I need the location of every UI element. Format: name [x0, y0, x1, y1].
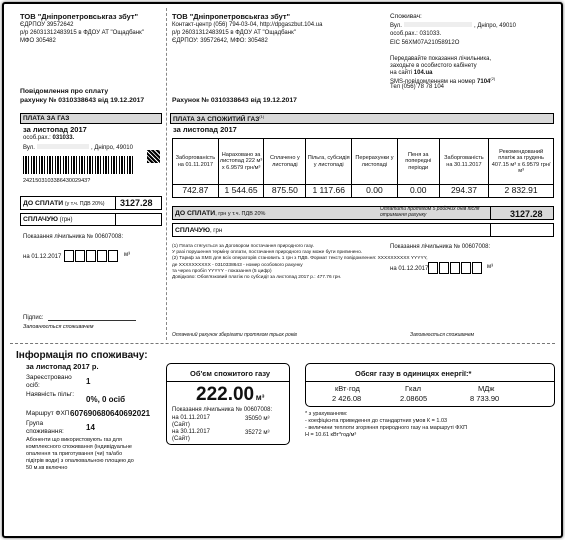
right-meter-digit-boxes[interactable]	[428, 262, 483, 274]
barcode-number: 242150310338643002943?	[23, 178, 91, 184]
header-benefit: Пільга, субсидія у листопаді	[306, 139, 352, 185]
charges-values-row	[173, 185, 554, 198]
value-recalc: 0.00	[352, 185, 398, 198]
volume-amount: 222.00 м³	[196, 384, 265, 405]
energy-note-line: Н = 10.61 кВт*год/м³	[305, 432, 357, 439]
left-address: Вул. , Дніпро, 49010	[23, 145, 133, 151]
info-group-description: Абоненти що використовують газ для комплексного споживання (індивідуальне опалення та приготування (чи) та/або підігрів води) з опалювальною площею до 50 м.кв включно	[26, 437, 134, 471]
left-paid-input[interactable]	[115, 213, 162, 226]
energy-note-line: - величини теплоти згоряння природного газу на маршруті ФХП	[305, 425, 468, 432]
left-meter-unit: м³	[124, 252, 131, 258]
left-meter-date: на 01.12.2017	[23, 254, 62, 260]
info-label-benefits: Наявність пільг:	[26, 391, 75, 398]
header-recalc: Перерахунки у листопаді	[352, 139, 398, 185]
signature-label: Підпис:	[23, 315, 44, 321]
notice-title: Повідомлення про сплату	[20, 88, 109, 95]
energy-title: Обсяг газу в одиницях енергії:*	[355, 369, 472, 378]
info-label-registered: Зареєстровано осіб:	[26, 374, 72, 389]
value-benefit: 1 117.66	[306, 185, 352, 198]
note-line: та через пробіл YYYYY - показання (5 цифр)	[172, 268, 272, 274]
consumer-address: Вул. , Дніпро, 49010	[390, 23, 516, 29]
energy-unit-gcal: Гкал	[405, 384, 422, 393]
right-meter-unit: м³	[487, 264, 494, 270]
value-penalty: 0.00	[397, 185, 439, 198]
cabinet-site-link[interactable]: 104.ua	[413, 70, 433, 76]
barcode-graphic	[23, 156, 133, 174]
tear-line	[166, 8, 167, 340]
left-meter-label: Показання лічильника № 00607008:	[23, 234, 124, 240]
value-debt-start: 742.87	[173, 185, 219, 198]
energy-value-gcal: 2.08605	[400, 394, 428, 403]
left-paid-label: СПЛАЧУЮ (грн)	[23, 216, 73, 223]
volume-meter-value-1: 35050 м³	[245, 416, 270, 422]
right-bank-account: р/р 26031312483915 в ФДОУ АТ "Ощадбанк"	[172, 30, 296, 36]
cabinet-line-1: Передавайте показання лічильника,	[390, 56, 492, 62]
notice-number: 0310338643	[58, 97, 97, 104]
keep-invoice-note: Оплачений рахунок зберігати протягом трьох років	[172, 332, 297, 338]
note-line: Довідково: Обов'язковий платіж по субсидії за листопад 2017 р.: 477.76 грн.	[172, 275, 342, 281]
info-period: за листопад 2017 р.	[26, 362, 99, 371]
left-bank-account: р/р 26031312483915 в ФДОУ АТ "Ощадбанк"	[20, 30, 144, 36]
value-debt-end: 294.37	[439, 185, 489, 198]
qr-code	[147, 150, 160, 163]
volume-meter-date-1: на 01.11.2017 (Сайт)	[172, 415, 210, 429]
invoice-number-line: Рахунок № 0310338643 від 19.12.2017	[172, 97, 297, 104]
header-debt-end: Заборгованість на 30.11.2017	[439, 139, 489, 185]
right-company-name: ТОВ "Дніпропетровськгаз збут"	[172, 12, 291, 21]
header-debt-start: Заборгованість на 01.11.2017	[173, 139, 219, 185]
consumer-eic: ЕІС 56ХМ07А21058912О	[390, 40, 460, 46]
info-label-route: Маршрут ФХП	[26, 410, 70, 417]
info-value-registered: 1	[86, 377, 91, 386]
volume-meter-label: Показання лічильника № 00607008:	[172, 407, 273, 413]
info-value-route: 607690680640692021	[70, 409, 151, 418]
value-charged: 1 544.65	[218, 185, 264, 198]
note-line: У разі порушення терміну оплати, постачання природного газу може бути припинено.	[172, 250, 363, 256]
energy-note-line: - коефіцієнта приведення до стандартних умов К = 1.03	[305, 418, 448, 425]
notice-number-line: рахунку № 0310338643 від 19.12.2017	[20, 97, 145, 104]
invoice-number: 0310338643	[210, 97, 249, 104]
header-charged: Нараховано за листопад 222 м³ x 6.9579 грн/м³	[218, 139, 264, 185]
contact-center: Контакт-центр (056) 794-03-04, http://dpgaszbut.104.ua	[172, 22, 323, 28]
header-penalty: Пеня за попередні періоди	[397, 139, 439, 185]
consumer-phone: Тел (056) 78 78 104	[390, 84, 444, 90]
cabinet-line-3: на сайті 104.ua	[390, 70, 433, 76]
signature-line[interactable]	[48, 320, 136, 321]
right-due-label: ДО СПЛАТИ, грн у т.ч. ПДВ 20%	[175, 210, 266, 217]
right-section-title: ПЛАТА ЗА СПОЖИТИЙ ГАЗ$^{(1)}$	[173, 114, 265, 124]
right-edrpou-mfo: ЄДРПОУ: 39572642, МФО: 305482	[172, 38, 268, 44]
sms-line: SMS-повідомленням на номер 7104$^{(2)}$	[390, 76, 496, 85]
consumer-personal-account: особ.рах.: 031033.	[390, 31, 442, 37]
consumer-label: Споживач:	[390, 13, 422, 20]
header-paid: Сплачено у листопаді	[264, 139, 306, 185]
value-paid: 875.50	[264, 185, 306, 198]
info-title: Інформація по споживачу:	[16, 350, 148, 361]
left-fill-note: Заповнюється споживачем	[23, 324, 94, 330]
energy-unit-mj: МДж	[478, 384, 495, 393]
right-fill-note: Заповнюється споживачем	[410, 332, 475, 338]
cabinet-line-2: заходьте в особистого кабінету	[390, 63, 477, 69]
right-paid-input[interactable]	[490, 223, 554, 237]
energy-unit-kwh: кВт·год	[335, 384, 360, 393]
right-due-info: Оплатити протягом 5 робочих днів після отримання рахунку	[380, 206, 480, 218]
note-line: (2) Тариф за SMS для всіх операторів становить 1 грн з ПДВ. Формат тексту повідомлення: XXXXXXXXXX YYYYY,	[172, 256, 428, 262]
left-period: за листопад 2017	[23, 125, 87, 134]
info-value-group: 14	[86, 423, 95, 432]
right-meter-label: Показання лічильника № 00607008:	[390, 244, 491, 250]
energy-value-mj: 8 733.90	[470, 394, 500, 403]
right-meter-date: на 01.12.2017	[390, 266, 429, 272]
left-mfo: МФО 305482	[20, 38, 56, 44]
cut-line	[10, 343, 555, 344]
info-label-group: Група споживання:	[26, 420, 64, 435]
note-line: де XXXXXXXXXX - 0310338643 - номер особового рахунку	[172, 262, 303, 268]
left-personal-account: особ.рах.: 031033.	[23, 135, 75, 141]
right-due-amount: 3127.28	[510, 209, 543, 219]
left-due-amount: 3127.28	[120, 198, 153, 208]
volume-meter-date-2: на 30.11.2017 (Сайт)	[172, 429, 210, 443]
header-recommended: Рекомендований платіж за грудень 407.15 м³ x 6.9579 грн/м³	[489, 139, 554, 185]
left-meter-digit-boxes[interactable]	[64, 250, 119, 262]
energy-notes	[305, 411, 467, 440]
charges-header-row	[173, 139, 554, 185]
charges-table	[172, 138, 554, 198]
volume-meter-value-2: 35272 м³	[245, 430, 270, 436]
value-recommended: 2 832.91	[489, 185, 554, 198]
energy-value-kwh: 2 426.08	[332, 394, 362, 403]
note-line: (1) Плата стягується за Договором постачання природного газу.	[172, 244, 314, 249]
energy-note-line: * з урахуванням:	[305, 411, 348, 417]
left-section-title: ПЛАТА ЗА ГАЗ	[23, 115, 70, 122]
volume-title: Об'єм спожитого газу	[190, 369, 271, 378]
left-due-label: ДО СПЛАТИ (у т.ч. ПДВ 20%)	[23, 200, 105, 207]
info-value-benefits: 0%, 0 осіб	[86, 395, 126, 404]
left-edrpou: ЄДРПОУ 39572642	[20, 22, 74, 28]
left-company-name: ТОВ "Дніпропетровськгаз збут"	[20, 12, 139, 21]
right-paid-label: СПЛАЧУЮ, грн	[175, 227, 223, 234]
right-period: за листопад 2017	[173, 125, 237, 134]
